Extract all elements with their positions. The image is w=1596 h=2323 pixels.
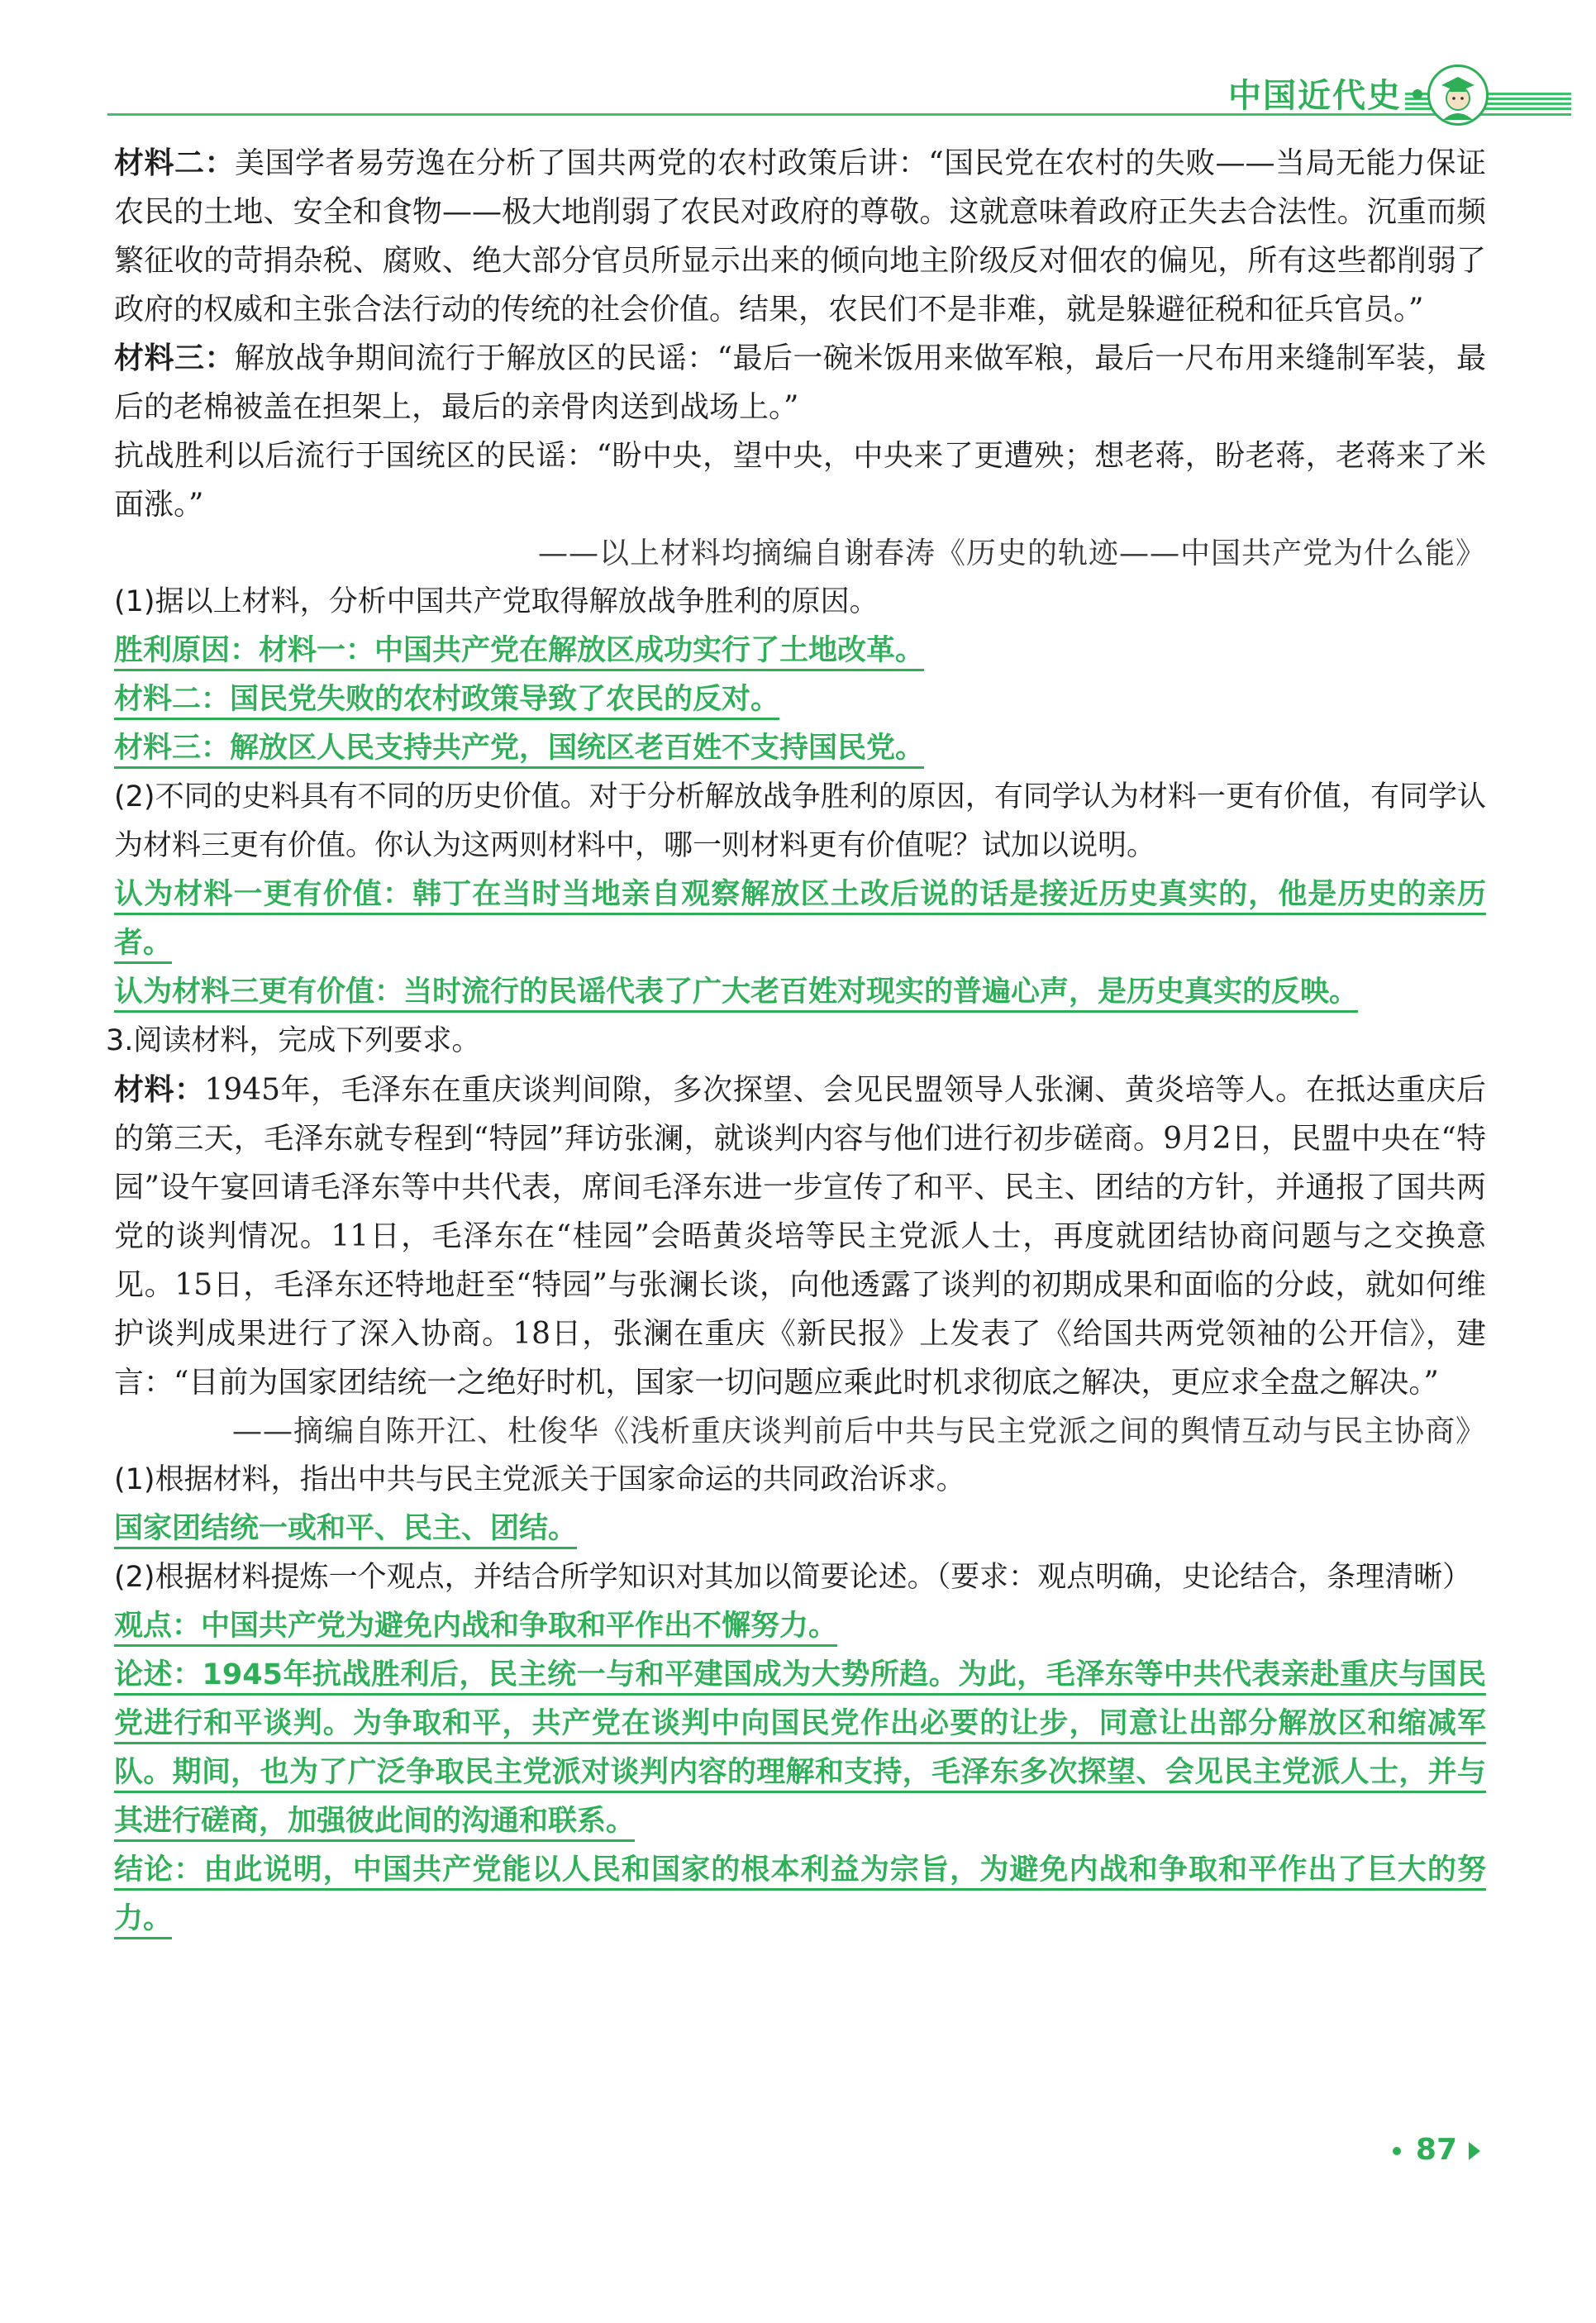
graduate-student-icon bbox=[1427, 64, 1489, 126]
question: (2)根据材料提炼一个观点，并结合所学知识对其加以简要论述。（要求：观点明确，史论结合，条理清晰） bbox=[114, 1561, 1472, 1594]
answer: 认为材料一更有价值：韩丁在当时当地亲自观察解放区土改后说的话是接近历史真实的，他是历史的亲历者。 bbox=[114, 871, 1486, 968]
answer: 结论：由此说明，中国共产党能以人民和国家的根本利益为宗旨，为避免内战和争取和平作出了巨大的努力。 bbox=[114, 1846, 1486, 1944]
answer: 认为材料三更有价值：当时流行的民谣代表了广大老百姓对现实的普遍心声，是历史真实的反映。 bbox=[114, 968, 1486, 1017]
citation: ——以上材料均摘编自谢春涛《历史的轨迹——中国共产党为什么能》 bbox=[537, 537, 1486, 570]
question: (1)根据材料，指出中共与民主党派关于国家命运的共同政治诉求。 bbox=[114, 1463, 965, 1496]
page-header bbox=[0, 0, 1596, 124]
material-text: 1945年，毛泽东在重庆谈判间隙，多次探望、会见民盟领导人张澜、黄炎培等人。在抵达重庆后的第三天，毛泽东就专程到“特园”拜访张澜，就谈判内容与他们进行初步磋商。9月2日，民盟中央在“特园”设午宴回请毛泽东等中共代表，席间毛泽东进一步宣传了和平、民主、团结的方针，并通报了国共两党的谈判情况。11日，毛泽东在“桂园”会晤黄炎培等民主党派人士，再度就团结协商问题与之交换意见。15日，毛泽东还特地赶至“特园”与张澜长谈，向他透露了谈判的初期成果和面临的分歧，就如何维护谈判成果进行了深入协商。18日，张澜在重庆《新民报》上发表了《给国共两党领袖的公开信》，建言：“目前为国家团结统一之绝好时机，国家一切问题应乘此时机求彻底之解决，更应求全盘之解决。” bbox=[114, 1073, 1486, 1400]
question-title: 3.阅读材料，完成下列要求。 bbox=[106, 1024, 481, 1057]
footer-dot bbox=[1393, 2147, 1401, 2155]
answer: 胜利原因：材料一：中国共产党在解放区成功实行了土地改革。 bbox=[114, 627, 1486, 675]
citation: ——摘编自陈开江、杜俊华《浅析重庆谈判前后中共与民主党派之间的舆情互动与民主协商》 bbox=[231, 1414, 1486, 1448]
header-dot bbox=[1413, 89, 1422, 99]
answer: 观点：中国共产党为避免内战和争取和平作出不懈努力。 bbox=[114, 1602, 1486, 1651]
section-title: 中国近代史 bbox=[1228, 77, 1402, 115]
answer: 材料二：国民党失败的农村政策导致了农民的反对。 bbox=[114, 675, 1486, 724]
answer: 材料三：解放区人民支持共产党，国统区老百姓不支持国民党。 bbox=[114, 724, 1486, 773]
material-label: 材料： bbox=[114, 1073, 205, 1107]
material bbox=[114, 1066, 1486, 1407]
page-content bbox=[106, 139, 1486, 1944]
page-footer bbox=[1393, 2133, 1480, 2167]
question: (2)不同的史料具有不同的历史价值。对于分析解放战争胜利的原因，有同学认为材料一更有价值，有同学认为材料三更有价值。你认为这两则材料中，哪一则材料更有价值呢？试加以说明。 bbox=[114, 780, 1486, 862]
material-two bbox=[114, 139, 1486, 334]
material-text: 美国学者易劳逸在分析了国共两党的农村政策后讲：“国民党在农村的失败——当局无能力保证农民的土地、安全和食物——极大地削弱了农民对政府的尊敬。这就意味着政府正失去合法性。沉重而频繁征收的苛捐杂税、腐败、绝大部分官员所显示出来的倾向地主阶级反对佃农的偏见，所有这些都削弱了政府的权威和主张合法行动的传统的社会价值。结果，农民们不是非难，就是躲避征税和征兵官员。” bbox=[114, 146, 1486, 327]
material-three bbox=[114, 334, 1486, 432]
page-number: 87 bbox=[1415, 2133, 1457, 2167]
question: (1)据以上材料，分析中国共产党取得解放战争胜利的原因。 bbox=[114, 585, 879, 618]
answer: 论述：1945年抗战胜利后，民主统一与和平建国成为大势所趋。为此，毛泽东等中共代表亲赴重庆与国民党进行和平谈判。为争取和平，共产党在谈判中向国民党作出必要的让步，同意让出部分解放区和缩减军队。期间，也为了广泛争取民主党派对谈判内容的理解和支持，毛泽东多次探望、会见民主党派人士，并与其进行磋商，加强彼此间的沟通和联系。 bbox=[114, 1651, 1486, 1846]
material-label: 材料三： bbox=[114, 341, 235, 375]
material-text: 解放战争期间流行于解放区的民谣：“最后一碗米饭用来做军粮，最后一尺布用来缝制军装，最后的老棉被盖在担架上，最后的亲骨肉送到战场上。” bbox=[114, 341, 1486, 424]
material-label: 材料二： bbox=[114, 146, 235, 180]
page-arrow-icon bbox=[1469, 2142, 1480, 2160]
material-three-ballad: 抗战胜利以后流行于国统区的民谣：“盼中央，望中央，中央来了更遭殃；想老蒋，盼老蒋，老蒋来了米面涨。” bbox=[114, 439, 1486, 522]
answer: 国家团结统一或和平、民主、团结。 bbox=[114, 1505, 1486, 1553]
